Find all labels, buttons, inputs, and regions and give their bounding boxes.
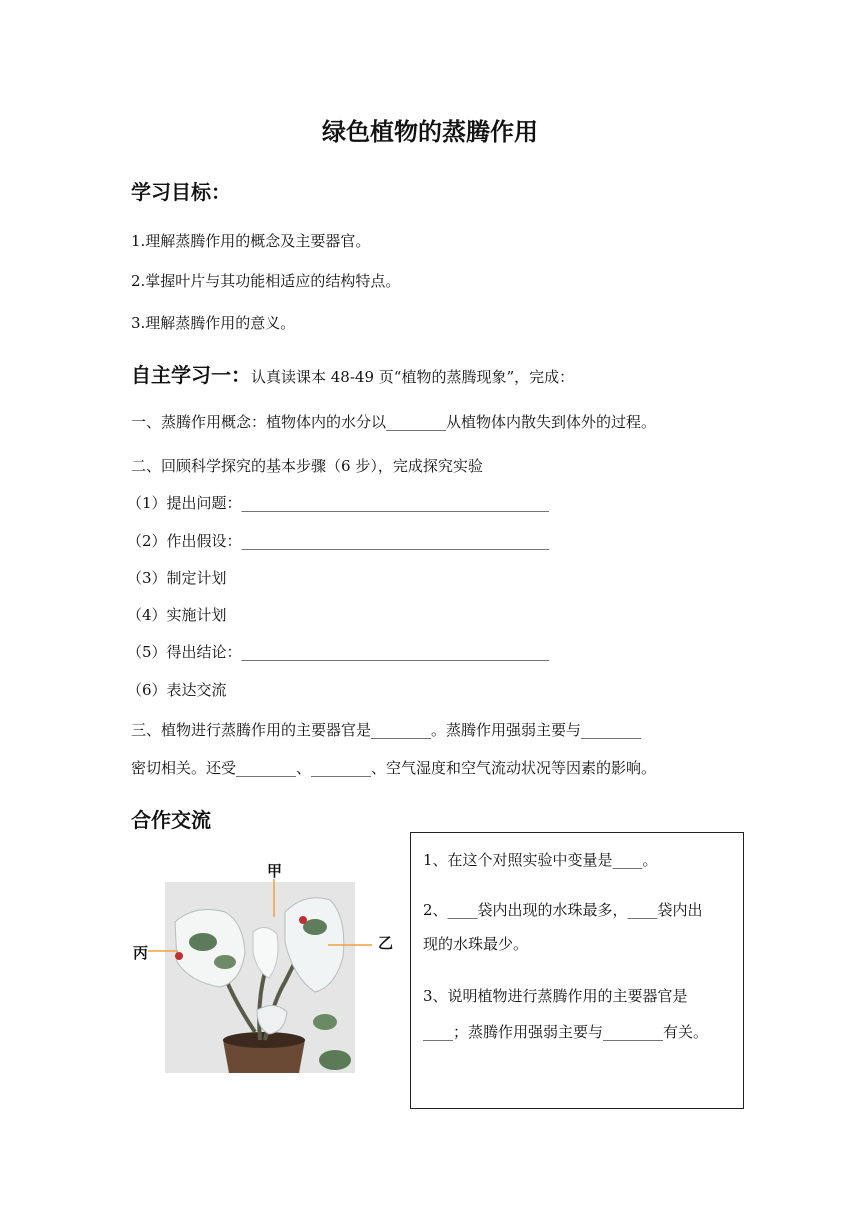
figure-label-yi: 乙 [378,934,394,952]
self-study-heading: 自主学习一： [131,363,251,387]
figure-label-bing: 丙 [133,944,149,962]
self-study-header-line [131,359,574,388]
question-steps: 二、回顾科学探究的基本步骤（6 步），完成探究实验 [131,457,483,475]
step-5: （5）得出结论：_________________________________________ [127,643,550,661]
cooperation-question-box [410,832,744,1109]
step-4: （4）实施计划 [127,606,227,624]
box-question-3: 3、说明植物进行蒸腾作用的主要器官是 [423,987,688,1005]
box-question-1: 1、在这个对照实验中变量是____。 [423,851,658,869]
step-1: （1）提出问题：_________________________________________ [127,494,550,512]
step-6: （6）表达交流 [127,681,227,699]
box-question-3-cont: ____；蒸腾作用强弱主要与________有关。 [423,1023,709,1041]
step-2: （2）作出假设：_________________________________________ [127,532,550,550]
step-3: （3）制定计划 [127,569,227,587]
objective-item-1: 1.理解蒸腾作用的概念及主要器官。 [131,232,371,250]
box-question-2: 2、____袋内出现的水珠最多，____袋内出 [423,901,703,919]
objectives-heading: 学习目标： [131,180,231,204]
page-title: 绿色植物的蒸腾作用 [322,118,538,146]
figure-pointer-lines [120,875,390,965]
figure-label-jia: 甲 [267,862,283,880]
objective-item-2: 2.掌握叶片与其功能相适应的结构特点。 [131,272,401,290]
cooperation-heading: 合作交流 [131,808,211,832]
objective-item-3: 3.理解蒸腾作用的意义。 [131,314,296,332]
box-question-2-cont: 现的水珠最少。 [423,935,529,953]
question-organ-line1: 三、植物进行蒸腾作用的主要器官是________。蒸腾作用强弱主要与________ [131,721,642,739]
question-organ-line2: 密切相关。还受________、________、空气湿度和空气流动状况等因素的影响。 [131,759,657,777]
question-concept: 一、蒸腾作用概念：植物体内的水分以________从植物体内散失到体外的过程。 [131,413,657,431]
self-study-intro: 认真读课本 48-49 页“植物的蒸腾现象”，完成： [251,368,575,386]
